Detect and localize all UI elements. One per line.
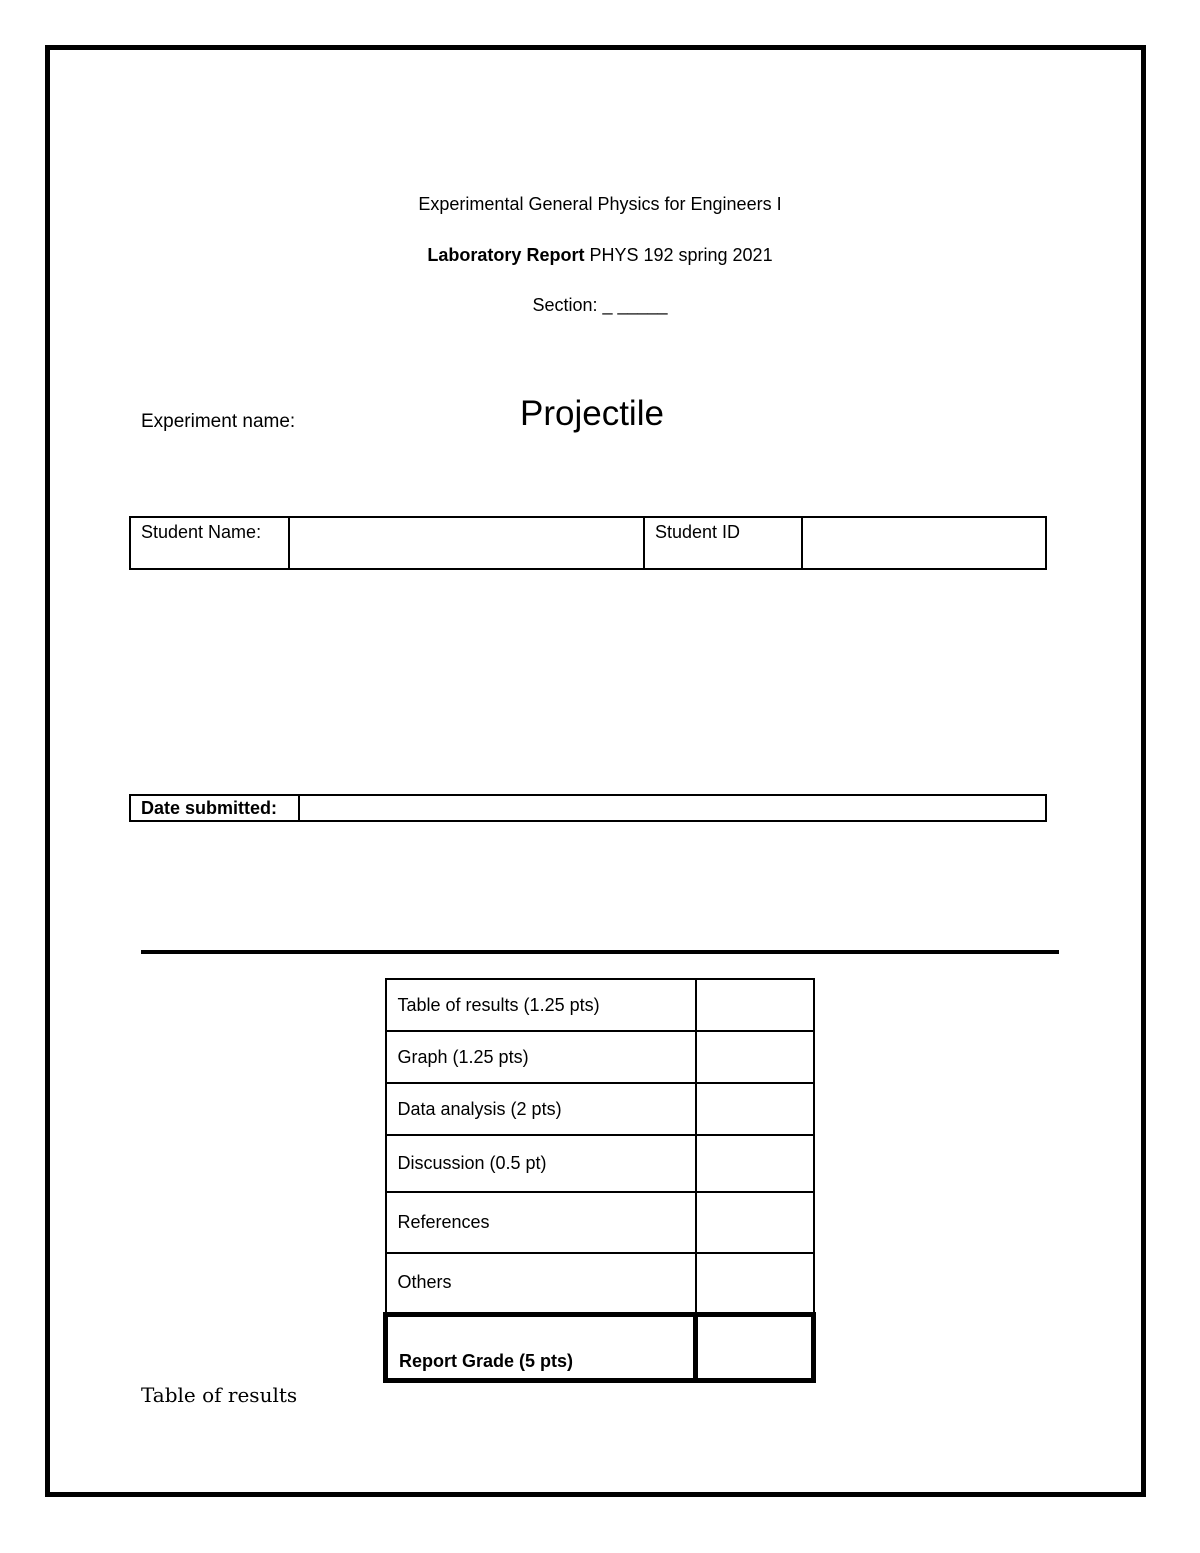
grading-row: [386, 979, 814, 1031]
report-heading-bold: Laboratory Report: [427, 245, 585, 265]
grading-row-score[interactable]: [696, 979, 814, 1031]
grading-row-label: Graph (1.25 pts): [386, 1031, 696, 1083]
date-submitted-table: [129, 794, 1047, 822]
grading-row-score[interactable]: [696, 1031, 814, 1083]
grading-row-label: Table of results (1.25 pts): [386, 979, 696, 1031]
horizontal-divider: [141, 950, 1059, 954]
report-grade-label: Report Grade (5 pts): [386, 1314, 696, 1380]
grading-row: [386, 1135, 814, 1192]
report-heading: [0, 245, 1200, 266]
grading-row-score[interactable]: [696, 1135, 814, 1192]
grading-row-label: Discussion (0.5 pt): [386, 1135, 696, 1192]
student-id-field[interactable]: [802, 517, 1046, 569]
experiment-title: Projectile: [520, 394, 664, 433]
grading-row-score[interactable]: [696, 1253, 814, 1314]
grading-table: [383, 978, 816, 1383]
date-submitted-label: Date submitted:: [130, 795, 299, 821]
grading-row-label: Data analysis (2 pts): [386, 1083, 696, 1135]
student-id-label: Student ID: [644, 517, 802, 569]
grading-row: [386, 1192, 814, 1253]
report-heading-rest: PHYS 192 spring 2021: [584, 245, 773, 265]
section-line: Section: _ _____: [532, 295, 668, 315]
grading-row: [386, 1083, 814, 1135]
student-info-table: [129, 516, 1047, 570]
grading-row-label: Others: [386, 1253, 696, 1314]
experiment-name-label: Experiment name:: [141, 411, 296, 432]
grading-total-row: [386, 1314, 814, 1380]
date-submitted-field[interactable]: [299, 795, 1046, 821]
grading-row-score[interactable]: [696, 1083, 814, 1135]
grading-row: [386, 1031, 814, 1083]
footer-caption: Table of results: [141, 1383, 298, 1407]
grading-row-label: References: [386, 1192, 696, 1253]
student-name-field[interactable]: [289, 517, 644, 569]
student-name-label: Student Name:: [130, 517, 289, 569]
course-title: Experimental General Physics for Engineers I: [418, 194, 782, 214]
report-grade-score[interactable]: [696, 1314, 814, 1380]
grading-row-score[interactable]: [696, 1192, 814, 1253]
grading-row: [386, 1253, 814, 1314]
